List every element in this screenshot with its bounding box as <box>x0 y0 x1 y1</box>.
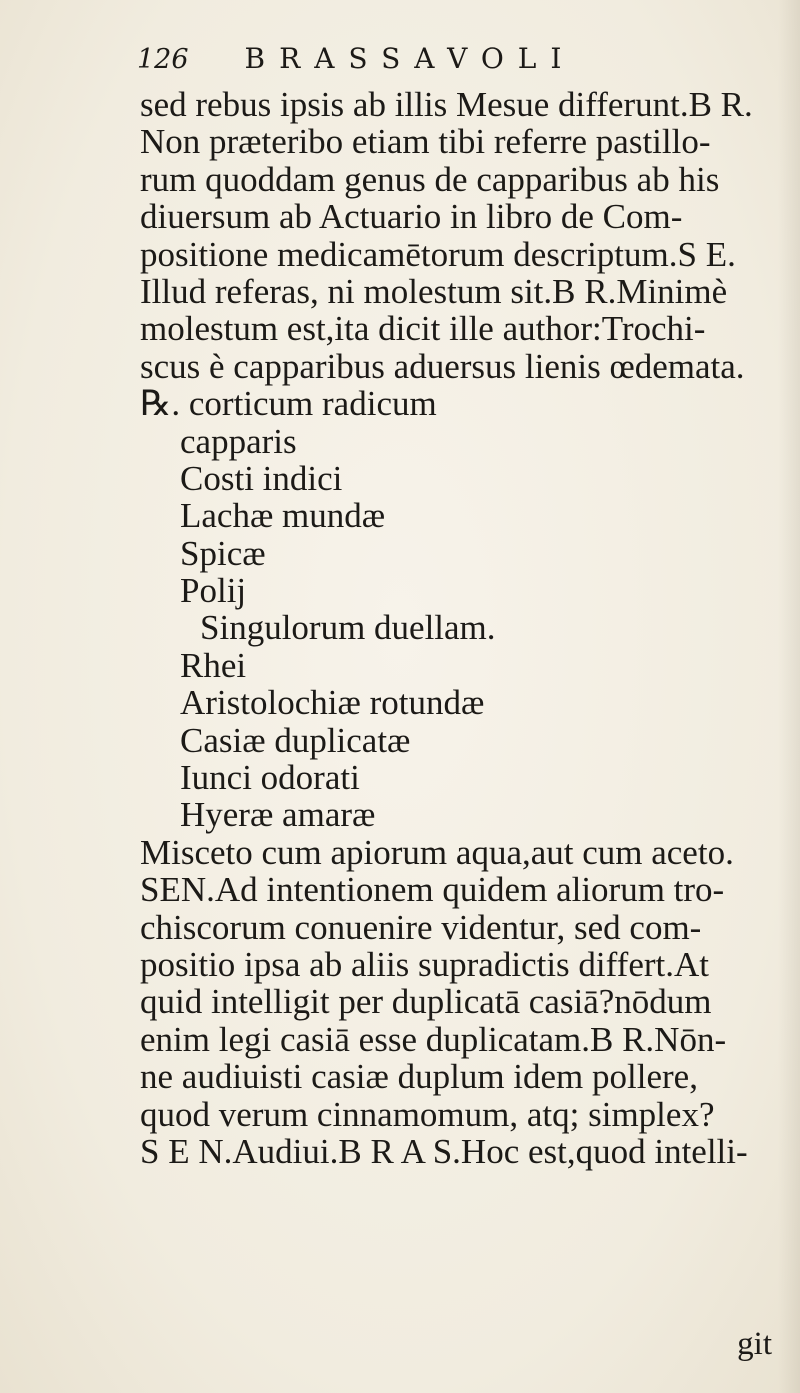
recipe-ingredient: Hyeræ amaræ <box>180 795 376 835</box>
recipe-heading: ℞. corticum radicum <box>140 384 437 424</box>
text-line: chiscorum conuenire videntur, sed com- <box>140 907 702 947</box>
recipe-ingredient: Spicæ <box>180 533 266 573</box>
text-line: positione medicamētorum descriptum.S E. <box>140 234 736 274</box>
text-line: Non præteribo etiam tibi referre pastillo- <box>140 122 711 162</box>
recipe-ingredient: capparis <box>180 421 297 461</box>
text-line: S E N.Audiui.B R A S.Hoc est,quod intelli- <box>140 1131 748 1171</box>
page-number: 126 <box>137 44 189 75</box>
running-head <box>137 42 657 90</box>
text-line: scus è capparibus aduersus lienis œdemata. <box>140 346 745 386</box>
recipe-ingredient: Costi indici <box>180 458 343 498</box>
text-line: SEN.Ad intentionem quidem aliorum tro- <box>140 870 725 910</box>
text-line: quid intelligit per duplicatā casiā?nōdum <box>140 982 712 1022</box>
recipe-ingredient: Iunci odorati <box>180 758 360 798</box>
text-line: sed rebus ipsis ab illis Mesue differunt.B R. <box>140 85 753 124</box>
text-line: quod verum cinnamomum, atq; simplex? <box>140 1094 715 1134</box>
body-text <box>140 86 780 1170</box>
text-line: rum quoddam genus de capparibus ab his <box>140 159 720 199</box>
text-line: positio ipsa ab aliis supradictis differt.At <box>140 944 709 984</box>
recipe-ingredient: Aristolochiæ rotundæ <box>180 683 485 723</box>
recipe-ingredient: Lachæ mundæ <box>180 496 386 536</box>
recipe-ingredient: Casiæ duplicatæ <box>180 720 411 760</box>
text-line: Misceto cum apiorum aqua,aut cum aceto. <box>140 832 734 872</box>
page-edge-shadow <box>778 0 800 1393</box>
text-line: molestum est,ita dicit ille author:Trochi- <box>140 309 706 349</box>
recipe-ingredient: Rhei <box>180 645 247 685</box>
text-line: enim legi casiā esse duplicatam.B R.Nōn- <box>140 1019 727 1059</box>
catchword: git <box>737 1326 772 1362</box>
text-line: Illud referas, ni molestum sit.B R.Minimè <box>140 271 728 311</box>
text-line: diuersum ab Actuario in libro de Com- <box>140 197 683 237</box>
text-line: ne audiuisti casiæ duplum idem pollere, <box>140 1057 698 1097</box>
running-title: BRASSAVOLI <box>244 42 576 75</box>
recipe-ingredient: Polij <box>180 571 247 611</box>
recipe-quantity: Singulorum duellam. <box>200 608 496 648</box>
